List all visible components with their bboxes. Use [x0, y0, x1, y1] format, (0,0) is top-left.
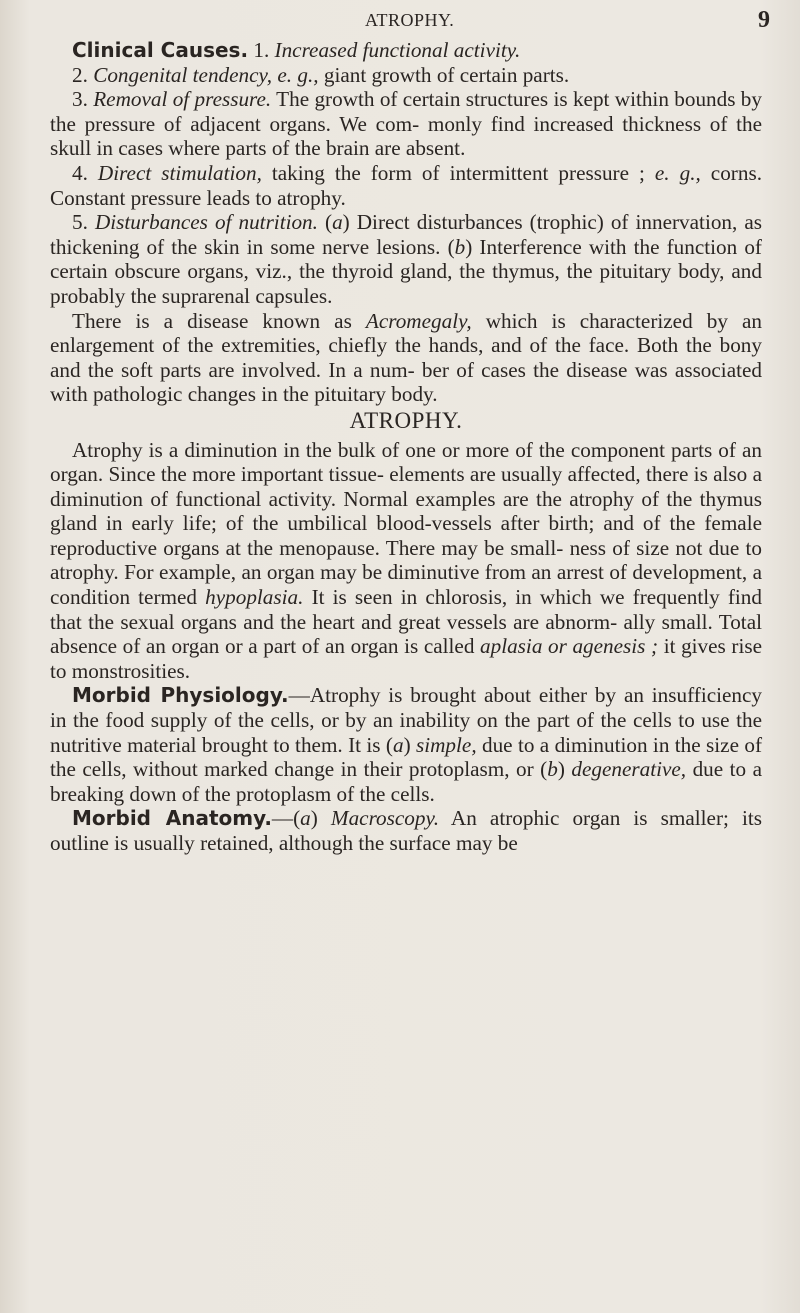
morbid-physiology-text-a: —Atrophy is brought about either by an insufficiency in the food supply of the cells, or by an inability on the part of the cells to use the nutritive material brought to them. It is ( — [50, 683, 762, 757]
item-3-paragraph — [50, 87, 762, 161]
morbid-physiology-text-d: ) — [557, 757, 572, 782]
aplasia-term: aplasia or agenesis ; — [480, 634, 659, 659]
atrophy-text-a: Atrophy is a diminution in the bulk of one or more of the component parts of an organ. Since the more important tissue- elements are usually affected, there is also a diminution of functional activity. Normal examples are the atrophy of the thymus gland in early life; of the umbilical blood-vessels after birth; and of the female reproductive organs at the menopause. There may be small- ness of size not due to atrophy. For example, an organ may be diminutive from an arrest of development, a condition termed — [50, 437, 762, 610]
item-4-text-b: corns. Constant pressure leads to atrophy. — [50, 160, 762, 210]
running-head — [0, 6, 800, 36]
item-4-number: 4. — [72, 160, 88, 185]
atrophy-paragraph — [50, 438, 762, 684]
item-5-title: Disturbances of nutrition. — [94, 210, 318, 235]
morbid-physiology-label-a: a — [392, 732, 404, 757]
morbid-anatomy-text-b: ) — [310, 806, 331, 831]
item-3-title: Removal of pressure. — [93, 87, 272, 112]
atrophy-heading: ATROPHY. — [349, 407, 463, 433]
acromegaly-paragraph — [50, 309, 762, 407]
running-title: ATROPHY. — [365, 10, 455, 30]
hypoplasia-term: hypoplasia. — [205, 585, 304, 610]
item-2-text: giant growth of certain parts. — [318, 62, 570, 87]
morbid-anatomy-text-c: An atrophic organ is smaller; its outline is usually retained, although the surface may be — [50, 806, 762, 855]
item-2-paragraph — [50, 63, 762, 88]
item-1-title: Increased functional activity. — [274, 38, 521, 62]
item-5-number: 5. — [72, 210, 88, 235]
morbid-physiology-text-e: due to a breaking down of the protoplasm of the cells. — [50, 757, 763, 806]
item-4-text-a: taking the form of intermittent pressure ; — [261, 160, 655, 185]
item-3-text: The growth of certain structures is kept within bounds by the pressure of adjacent organs. We com- monly find increased thickness of the skull in cases where parts of the brain are absent. — [50, 87, 762, 161]
clinical-causes-paragraph — [50, 38, 762, 63]
item-5-open: ( — [317, 210, 333, 235]
item-5-label-a: a — [332, 210, 343, 235]
atrophy-text-b: It is seen in chlorosis, in which we frequently find that the sexual organs and the heart and great vessels are abnorm- ally small. Total absence of an organ or a part of an organ is called — [50, 585, 762, 659]
morbid-physiology-text-b: ) — [403, 732, 416, 757]
item-5-text-b: ) Interference with the function of certain obscure organs, viz., the thyroid gland, the thymus, the pituitary body, and probably the suprarenal capsules. — [50, 234, 762, 308]
item-4-eg: e. g., — [654, 160, 701, 185]
item-2-number: 2. — [72, 62, 88, 87]
item-3-number: 3. — [72, 87, 88, 112]
morbid-anatomy-paragraph — [50, 806, 762, 855]
item-1-number: 1. — [253, 38, 270, 62]
morbid-physiology-text-c: due to a diminution in the size of the cells, without marked change in their protoplasm, or ( — [50, 732, 762, 782]
macroscopy-term: Macroscopy. — [330, 806, 439, 831]
morbid-physiology-paragraph — [50, 683, 762, 806]
page-number: 9 — [758, 7, 770, 33]
item-2-title: Congenital tendency, e. g., — [93, 62, 319, 87]
morbid-anatomy-text-a: —( — [271, 806, 301, 831]
body-text — [50, 38, 762, 856]
acromegaly-text-a: There is a disease known as — [72, 308, 366, 333]
clinical-causes-heading: Clinical Causes. — [72, 38, 249, 62]
item-4-title: Direct stimulation, — [97, 160, 262, 185]
simple-term: simple, — [416, 732, 477, 757]
morbid-physiology-label-b: b — [547, 757, 558, 782]
acromegaly-text-b: which is characterized by an enlargement of the extremities, chiefly the hands, and of the face. Both the bony and the soft parts are involved. In a num- ber of cases the disease was associated with pathologic changes in the pituitary body. — [50, 308, 762, 407]
morbid-physiology-heading: Morbid Physiology. — [72, 683, 289, 708]
morbid-anatomy-heading: Morbid Anatomy. — [72, 806, 272, 831]
item-4-paragraph — [50, 161, 762, 210]
item-5-paragraph — [50, 210, 762, 308]
acromegaly-term: Acromegaly, — [365, 308, 472, 333]
atrophy-text-c: it gives rise to monstrosities. — [50, 634, 762, 683]
item-5-label-b: b — [454, 234, 466, 259]
item-5-text-a: ) Direct disturbances (trophic) of innervation, as thickening of the skin in some nerve lesions. ( — [50, 210, 763, 259]
morbid-anatomy-label-a: a — [300, 806, 311, 831]
degenerative-term: degenerative, — [571, 757, 687, 782]
